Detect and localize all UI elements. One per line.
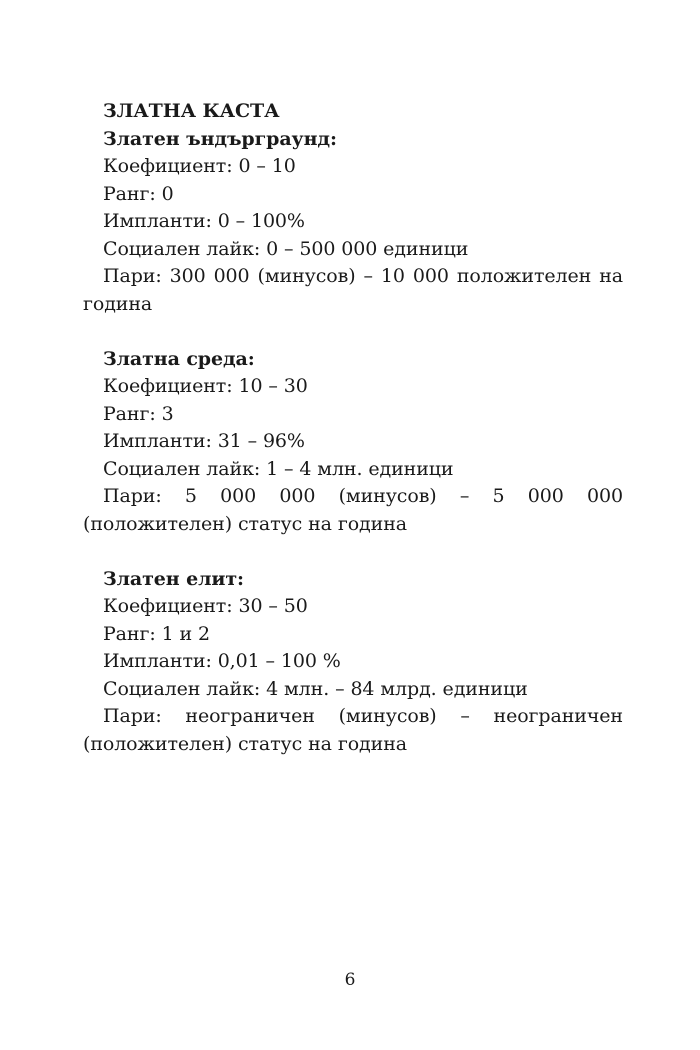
section-title: Златен елит: [103, 567, 244, 590]
money-line: Пари: 5 000 000 (минусов) – 5 000 000 (положителен) статус на година [83, 485, 623, 535]
section-middle [83, 346, 623, 539]
page-text [83, 98, 623, 786]
rank-line: Ранг: 1 и 2 [103, 622, 210, 645]
rank-line: Ранг: 0 [103, 182, 174, 205]
implants-line: Импланти: 0 – 100% [103, 210, 305, 232]
caste-heading: ЗЛАТНА КАСТА [103, 100, 280, 122]
implants-line: Импланти: 31 – 96% [103, 430, 305, 452]
section-title: Златна среда: [103, 347, 255, 370]
section-elite [83, 566, 623, 759]
coefficient-line: Коефициент: 0 – 10 [103, 155, 296, 177]
money-line: Пари: 300 000 (минусов) – 10 000 положителен на година [83, 265, 623, 315]
social-like-line: Социален лайк: 4 млн. – 84 млрд. единици [103, 677, 528, 700]
section-underground [83, 126, 623, 319]
coefficient-line: Коефициент: 30 – 50 [103, 595, 308, 617]
page-number: 6 [344, 970, 356, 990]
money-line: Пари: неограничен (минусов) – неограничен (положителен) статус на година [83, 705, 623, 755]
implants-line: Импланти: 0,01 – 100 % [103, 650, 341, 672]
coefficient-line: Коефициент: 10 – 30 [103, 375, 308, 397]
section-title: Златен ъндърграунд: [103, 127, 337, 150]
social-like-line: Социален лайк: 1 – 4 млн. единици [103, 457, 454, 480]
rank-line: Ранг: 3 [103, 402, 174, 425]
social-like-line: Социален лайк: 0 – 500 000 единици [103, 237, 469, 260]
